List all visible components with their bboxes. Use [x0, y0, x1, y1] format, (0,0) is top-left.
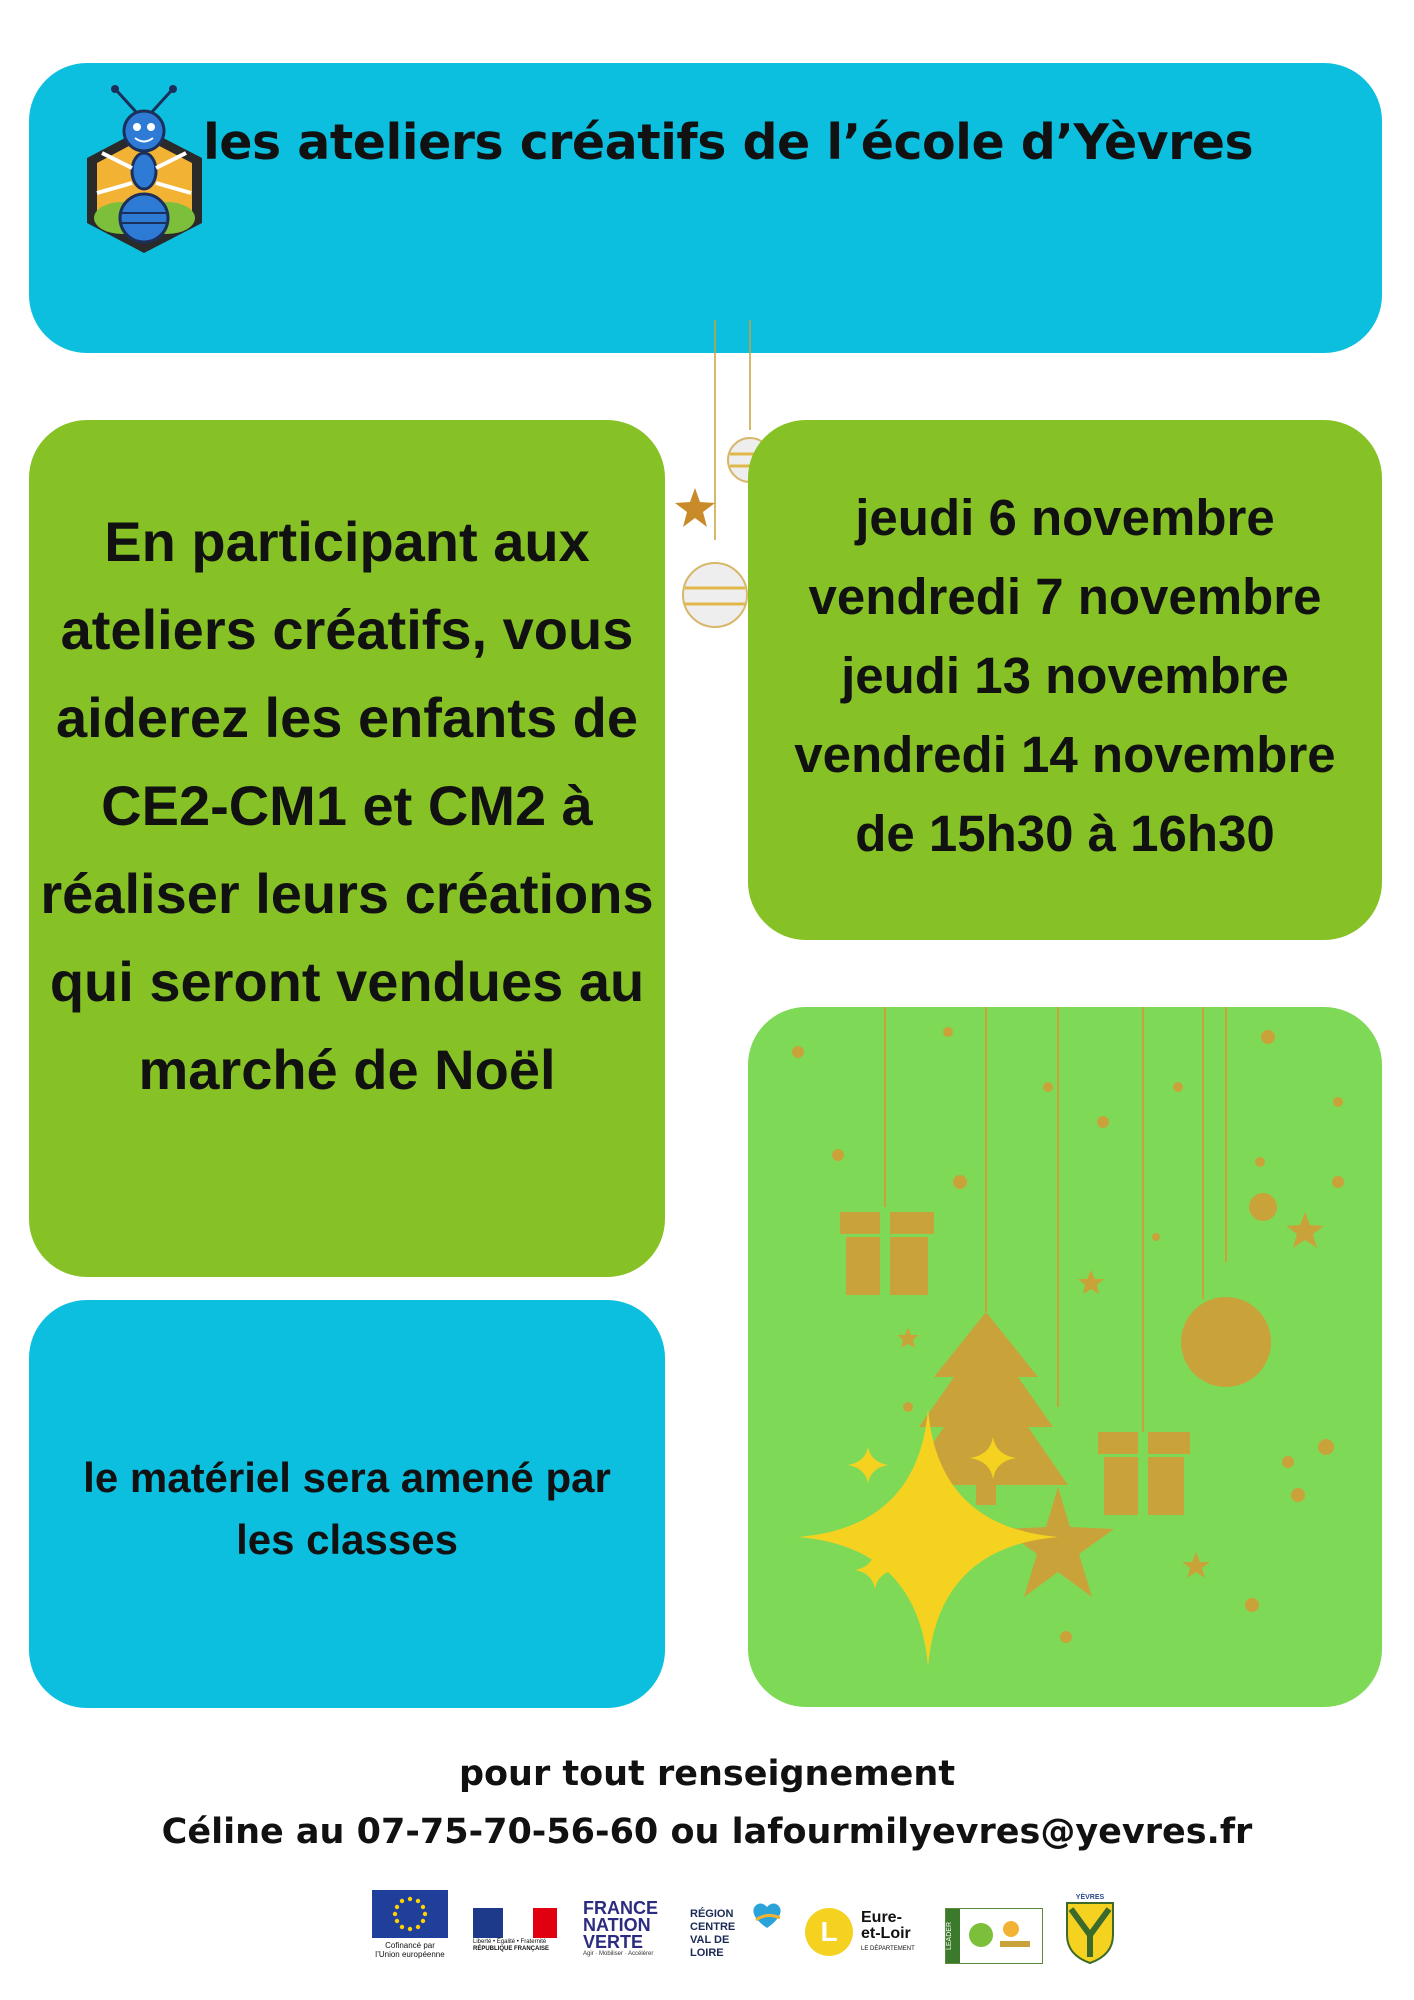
christmas-ornaments-icon	[748, 1007, 1382, 1707]
yevres-crest-logo: YÈVRES	[1065, 1894, 1115, 1970]
header-banner	[29, 63, 1382, 353]
yevres-shield-icon	[1065, 1901, 1115, 1965]
contact-heading: pour tout renseignement	[458, 1754, 956, 1794]
contact-info	[0, 1745, 1414, 1861]
france-nation-verte-logo: FRANCE NATION VERTE Agir · Mobiliser · Accélérer	[583, 1898, 658, 1957]
eu-flag-logo	[372, 1890, 452, 1959]
leader-emblem-icon	[966, 1915, 1036, 1955]
date-line: vendredi 7 novembre	[808, 568, 1322, 625]
dates-panel	[748, 420, 1382, 940]
date-line: jeudi 6 novembre	[855, 489, 1275, 546]
material-text: le matériel sera amené par les classes	[83, 1454, 611, 1563]
page-title: les ateliers créatifs de l’école d’Yèvres	[203, 114, 1254, 171]
dates-list	[748, 478, 1382, 873]
leader-gal-logo: LEADER	[945, 1908, 1043, 1964]
region-centre-logo: RÉGION CENTRE VAL DE LOIRE	[690, 1908, 790, 1960]
eu-caption: Cofinancé par l’Union européenne	[375, 1941, 445, 1959]
material-panel	[29, 1300, 665, 1708]
time-line: de 15h30 à 16h30	[855, 805, 1275, 862]
date-line: vendredi 14 novembre	[794, 726, 1336, 783]
date-line: jeudi 13 novembre	[841, 647, 1289, 704]
intro-panel	[29, 420, 665, 1277]
partner-logos: Cofinancé par l’Union européenne Liberté • Égalité • Fraternité RÉPUBLIQUE FRANÇAISE FRANCE NATION VERTE Agir · Mobiliser · Accélérer RÉGION CENTRE VAL DE LOIRE L Eure-et-Loir LE DÉPARTEMENT LEADER YÈVRES	[0, 1890, 1414, 1990]
intro-text: En participant aux ateliers créatifs, vous aiderez les enfants de CE2-CM1 et CM2 à réaliser leurs créations qui seront vendues au marché de Noël	[40, 510, 654, 1101]
contact-details: Céline au 07-75-70-56-60 ou lafourmilyevres@yevres.fr	[161, 1812, 1253, 1852]
region-heart-icon	[748, 1900, 786, 1930]
christmas-decoration-panel	[748, 1007, 1382, 1707]
eure-et-loir-badge-icon: L	[805, 1908, 853, 1956]
ant-logo-icon	[77, 83, 212, 258]
republique-francaise-logo: Liberté • Égalité • Fraternité RÉPUBLIQUE FRANÇAISE	[473, 1908, 563, 1952]
